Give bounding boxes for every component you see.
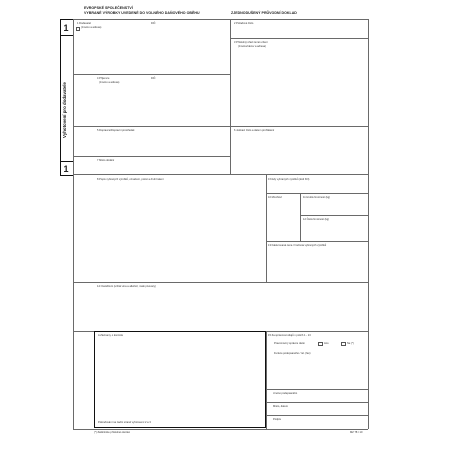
sign-top (266, 415, 368, 416)
field-4-dic-label: DIČ (151, 77, 156, 80)
left-border (73, 19, 74, 429)
header-subtitle: VYBRANÉ VÝROBKY UVEDENÉ DO VOLNÉHO DAŇOVÉHO OBĚHU (84, 11, 200, 15)
row-5-top (73, 126, 368, 127)
field-8-label: 8 Popis vybraných výrobků, označení, počet a druh balení (97, 178, 164, 181)
control-records-box (94, 331, 266, 428)
field-15-yes-checkbox[interactable] (318, 342, 323, 347)
field-1-label: 1 Dodavatel (77, 22, 91, 25)
simplified-accompanying-document-form (60, 4, 368, 444)
field-a-footer: Pokračování na zadní straně vyhotovení 2 a 3 (98, 421, 151, 424)
document-code: MZ 78 / 10 (350, 431, 363, 434)
field-10-divider (300, 193, 301, 241)
field-15-no-label: Ne (*) (347, 342, 354, 345)
field-4-label: 4 Příjemce (97, 77, 110, 80)
field-15-no-checkbox[interactable] (341, 342, 346, 347)
field-11-bottom (300, 215, 368, 216)
copy-number-bottom: 1 (63, 164, 69, 174)
field-7-label: 7 Místo dodání (97, 159, 115, 162)
field-9-label: 9 Kódy vybraných výrobků (kód KN) (268, 178, 310, 181)
column-divider-upper (230, 19, 231, 130)
field-15-yes-label: Ano (324, 342, 329, 345)
field-15-question: Pravomocný správce daně (274, 342, 305, 345)
field-4-sublabel: (Jméno a adresa) (99, 81, 120, 84)
field-2-label: 2 Pořadové číslo (234, 22, 254, 25)
field-5-label: 5 Dopravce/Dopravní prostředek (97, 129, 135, 132)
copy-number-top: 1 (63, 23, 69, 33)
place-top (266, 402, 368, 403)
row-14-top (73, 282, 368, 283)
bottom-border (73, 429, 368, 430)
copy-designation-label: Vyhotovení pro dodavatele (62, 82, 67, 138)
field-11-label: 11 Hrubá hmotnost (kg) (303, 196, 331, 199)
field-a-label: A Záznamy o kontrole (98, 334, 124, 337)
field-13-label: 13 Fakturovaná cena / hodnota vybraných výrobků (268, 244, 327, 247)
field-6-label: 6 Jednací číslo a datum prohlášení (234, 129, 275, 132)
field-12-bottom (266, 241, 368, 242)
field-1-sublabel: (Jméno a adresa) (81, 26, 102, 29)
sidebar-divider-bottom (60, 161, 73, 162)
top-border (73, 19, 368, 20)
field-1-checkbox[interactable] (76, 27, 80, 31)
field-9-bottom (266, 193, 368, 194)
field-7-top (73, 156, 230, 157)
field-2-bottom (230, 38, 368, 39)
field-15-function-label: Funkce podepsaného / tel. (fax) (274, 352, 311, 355)
right-border (368, 19, 369, 429)
row-a-left-top (73, 331, 94, 332)
document-title: ZJEDNODUŠENÝ PRŮVODNÍ DOKLAD (231, 11, 297, 15)
field-4-top (73, 74, 230, 75)
column-divider-row8 (266, 174, 267, 282)
row-8-top (73, 174, 368, 175)
signer-top (266, 389, 368, 390)
field-15-place-label: Místo, datum (273, 405, 288, 408)
field-15-signer-label: Jméno podepsaného (273, 392, 298, 395)
column-divider-row5 (230, 126, 231, 174)
sidebar-divider-top (60, 35, 73, 36)
header-community: EVROPSKÉ SPOLEČENSTVÍ (84, 6, 133, 10)
field-14-label: 14 Osvědčení (určitá vína a alkohol, malé pivovary) (97, 285, 156, 288)
field-3-sublabel: (Jméno/název a adresa) (238, 45, 266, 48)
field-15-label: 15 Za správnost údajů v polích 1 - 13 (268, 334, 311, 337)
field-15-signature-label: Podpis (273, 418, 281, 421)
row-15-top (266, 331, 368, 332)
footnote: (*) Zaškrtněte příslušné okénko (94, 431, 131, 434)
field-10-label: 10 Množství (268, 196, 282, 199)
field-3-label: 3 Příslušný úřad země určení (234, 41, 268, 44)
field-1-dic-label: DIČ (151, 22, 156, 25)
field-12-label: 12 Čistá hmotnost (kg) (303, 218, 330, 221)
